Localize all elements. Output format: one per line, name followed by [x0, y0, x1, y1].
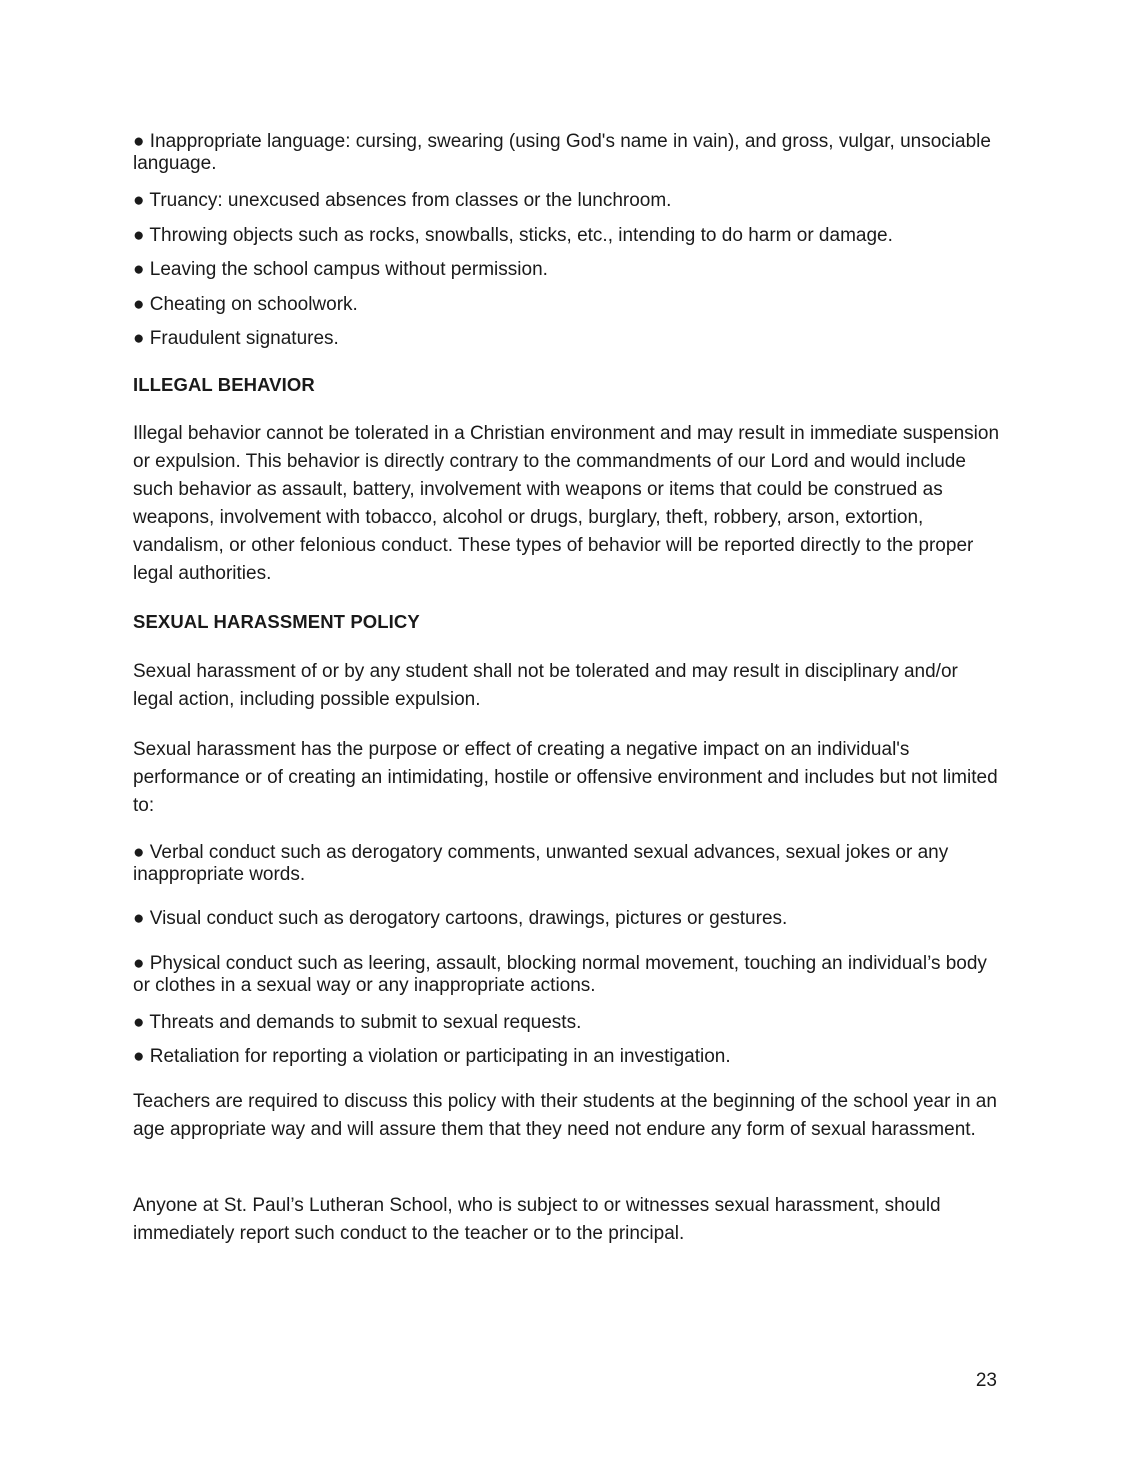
list-item: ● Retaliation for reporting a violation or participating in an investigation.	[133, 1046, 731, 1067]
list-item: ● Threats and demands to submit to sexual requests.	[133, 1012, 582, 1033]
section-heading-illegal-behavior: ILLEGAL BEHAVIOR	[133, 374, 315, 395]
paragraph-illegal-behavior: Illegal behavior cannot be tolerated in a Christian environment and may result in immediate suspension or expulsion. This behavior is directly contrary to the commandments of our Lord and would include such behavior as assault, battery, involvement with weapons or items that could be construed as weapons, involvement with tobacco, alcohol or drugs, burglary, theft, robbery, arson, extortion, vandalism, or other felonious conduct. These types of behavior will be reported directly to the proper legal authorities.	[133, 423, 1000, 584]
paragraph-teachers-requirement: Teachers are required to discuss this policy with their students at the beginning of the school year in an age appropriate way and will assure them that they need not endure any form of sexual harassment.	[133, 1091, 997, 1140]
page-number: 23	[975, 1370, 997, 1391]
paragraph-harassment-intro: Sexual harassment of or by any student shall not be tolerated and may result in disciplinary and/or legal action, including possible expulsion.	[133, 661, 958, 710]
list-item: ● Visual conduct such as derogatory cartoons, drawings, pictures or gestures.	[133, 908, 788, 929]
paragraph-harassment-definition: Sexual harassment has the purpose or effect of creating a negative impact on an individual's performance or of creating an intimidating, hostile or offensive environment and includes but not limited to:	[133, 739, 998, 816]
list-item: ● Verbal conduct such as derogatory comments, unwanted sexual advances, sexual jokes or any inappropriate words.	[133, 842, 949, 885]
list-item: ● Throwing objects such as rocks, snowballs, sticks, etc., intending to do harm or damage.	[133, 225, 893, 246]
list-item: ● Cheating on schoolwork.	[133, 294, 358, 315]
list-item: ● Physical conduct such as leering, assault, blocking normal movement, touching an individual’s body or clothes in a sexual way or any inappropriate actions.	[133, 953, 987, 996]
list-item: ● Truancy: unexcused absences from classes or the lunchroom.	[133, 190, 672, 211]
list-item: ● Inappropriate language: cursing, swearing (using God's name in vain), and gross, vulgar, unsociable language.	[133, 131, 991, 174]
paragraph-reporting: Anyone at St. Paul’s Lutheran School, who is subject to or witnesses sexual harassment, should immediately report such conduct to the teacher or to the principal.	[133, 1195, 941, 1244]
list-item: ● Fraudulent signatures.	[133, 328, 339, 349]
section-heading-sexual-harassment-policy: SEXUAL HARASSMENT POLICY	[133, 611, 420, 632]
list-item: ● Leaving the school campus without permission.	[133, 259, 548, 280]
